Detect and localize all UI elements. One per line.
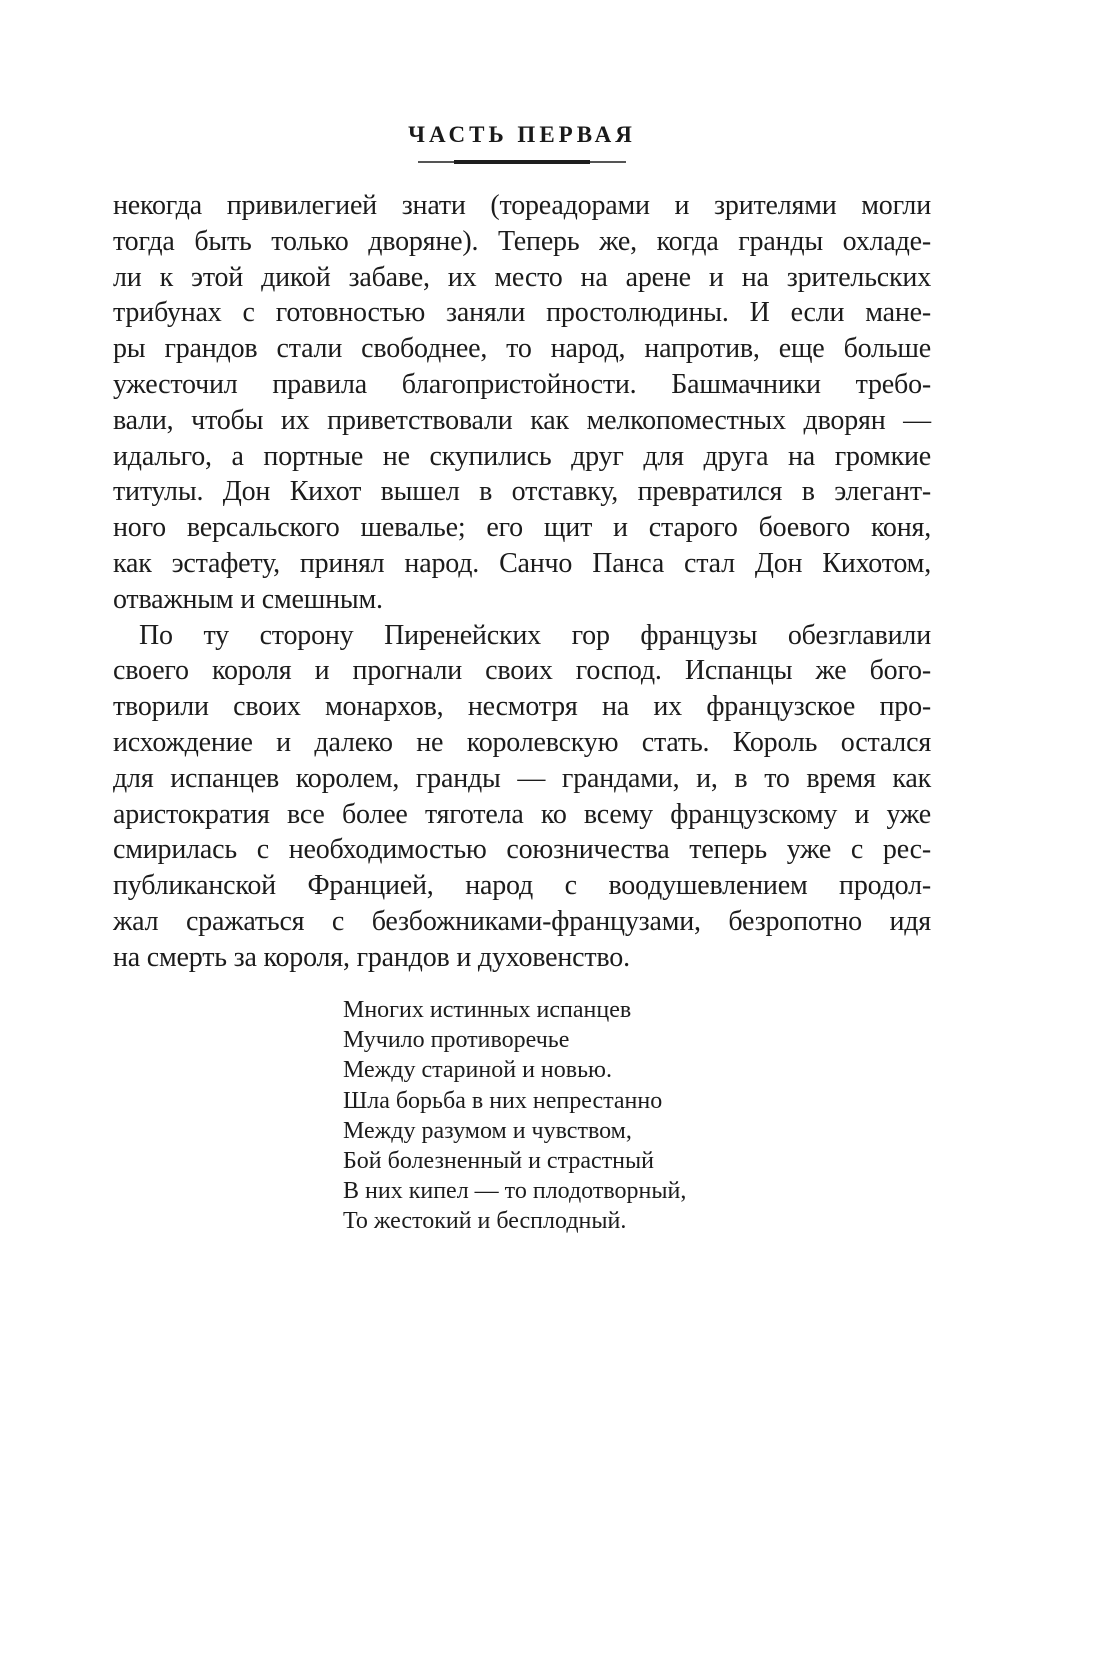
text-line: на смерть за короля, грандов и духовенство.: [113, 941, 630, 973]
text-line: смирилась с необходимостью союзничества теперь уже с рес-: [113, 834, 931, 866]
text-line: некогда привилегией знати (тореадорами и зрителями могли: [113, 190, 931, 221]
text-line: вали, чтобы их приветствовали как мелкопоместных дворян —: [113, 404, 931, 436]
text-line: творили своих монархов, несмотря на их французское про-: [113, 691, 931, 723]
text-line: тогда быть только дворяне). Теперь же, когда гранды охладе-: [113, 225, 931, 257]
text-line: ного версальского шевалье; его щит и старого боевого коня,: [113, 512, 931, 544]
text-line: жал сражаться с безбожниками-французами, безропотно идя: [113, 905, 931, 937]
part-title: ЧАСТЬ ПЕРВАЯ: [408, 122, 636, 147]
poem-line: Мучило противоречье: [343, 1027, 570, 1054]
text-line: ли к этой дикой забаве, их место на арене и на зрительских: [113, 261, 931, 293]
poem-line: Многих истинных испанцев: [343, 997, 632, 1023]
text-line: своего короля и прогнали своих господ. Испанцы же бого-: [113, 655, 931, 687]
poem-line: Между разумом и чувством,: [343, 1117, 632, 1144]
verse-block: [343, 995, 686, 1237]
text-line: титулы. Дон Кихот вышел в отставку, превратился в элегант-: [113, 476, 931, 508]
poem-line: В них кипел — то плодотворный,: [343, 1178, 687, 1205]
text-line: ужесточил правила благопристойности. Башмачники требо-: [113, 368, 931, 400]
rule-thick-bar: [454, 160, 590, 165]
poem-line: Шла борьба в них непрестанно: [343, 1087, 663, 1114]
chapter-header: [113, 122, 931, 165]
text-line: ры грандов стали свободнее, то народ, напротив, еще больше: [113, 333, 931, 365]
text-line: трибунах с готовностью заняли простолюдины. И если мане-: [113, 297, 931, 329]
heading-rule: [418, 159, 626, 165]
poem-line: Бой болезненный и страстный: [343, 1148, 654, 1175]
text-line: публиканской Францией, народ с воодушевлением продол-: [113, 870, 931, 902]
poem-line: То жестокий и бесплодный.: [343, 1208, 627, 1235]
text-line: как эстафету, принял народ. Санчо Панса стал Дон Кихотом,: [113, 547, 931, 579]
text-line: аристократия все более тяготела ко всему французскому и уже: [113, 798, 931, 830]
text-line: исхождение и далеко не королевскую стать. Король остался: [113, 726, 931, 758]
text-line: идальго, а портные не скупились друг для друга на громкие: [113, 440, 931, 472]
body-text: [113, 188, 931, 976]
text-line: По ту сторону Пиренейских гор французы обезглавили: [139, 619, 931, 651]
text-line: для испанцев королем, гранды — грандами, и, в то время как: [113, 762, 931, 794]
poem-line: Между стариной и новью.: [343, 1057, 612, 1084]
text-line: отважным и смешным.: [113, 583, 383, 615]
